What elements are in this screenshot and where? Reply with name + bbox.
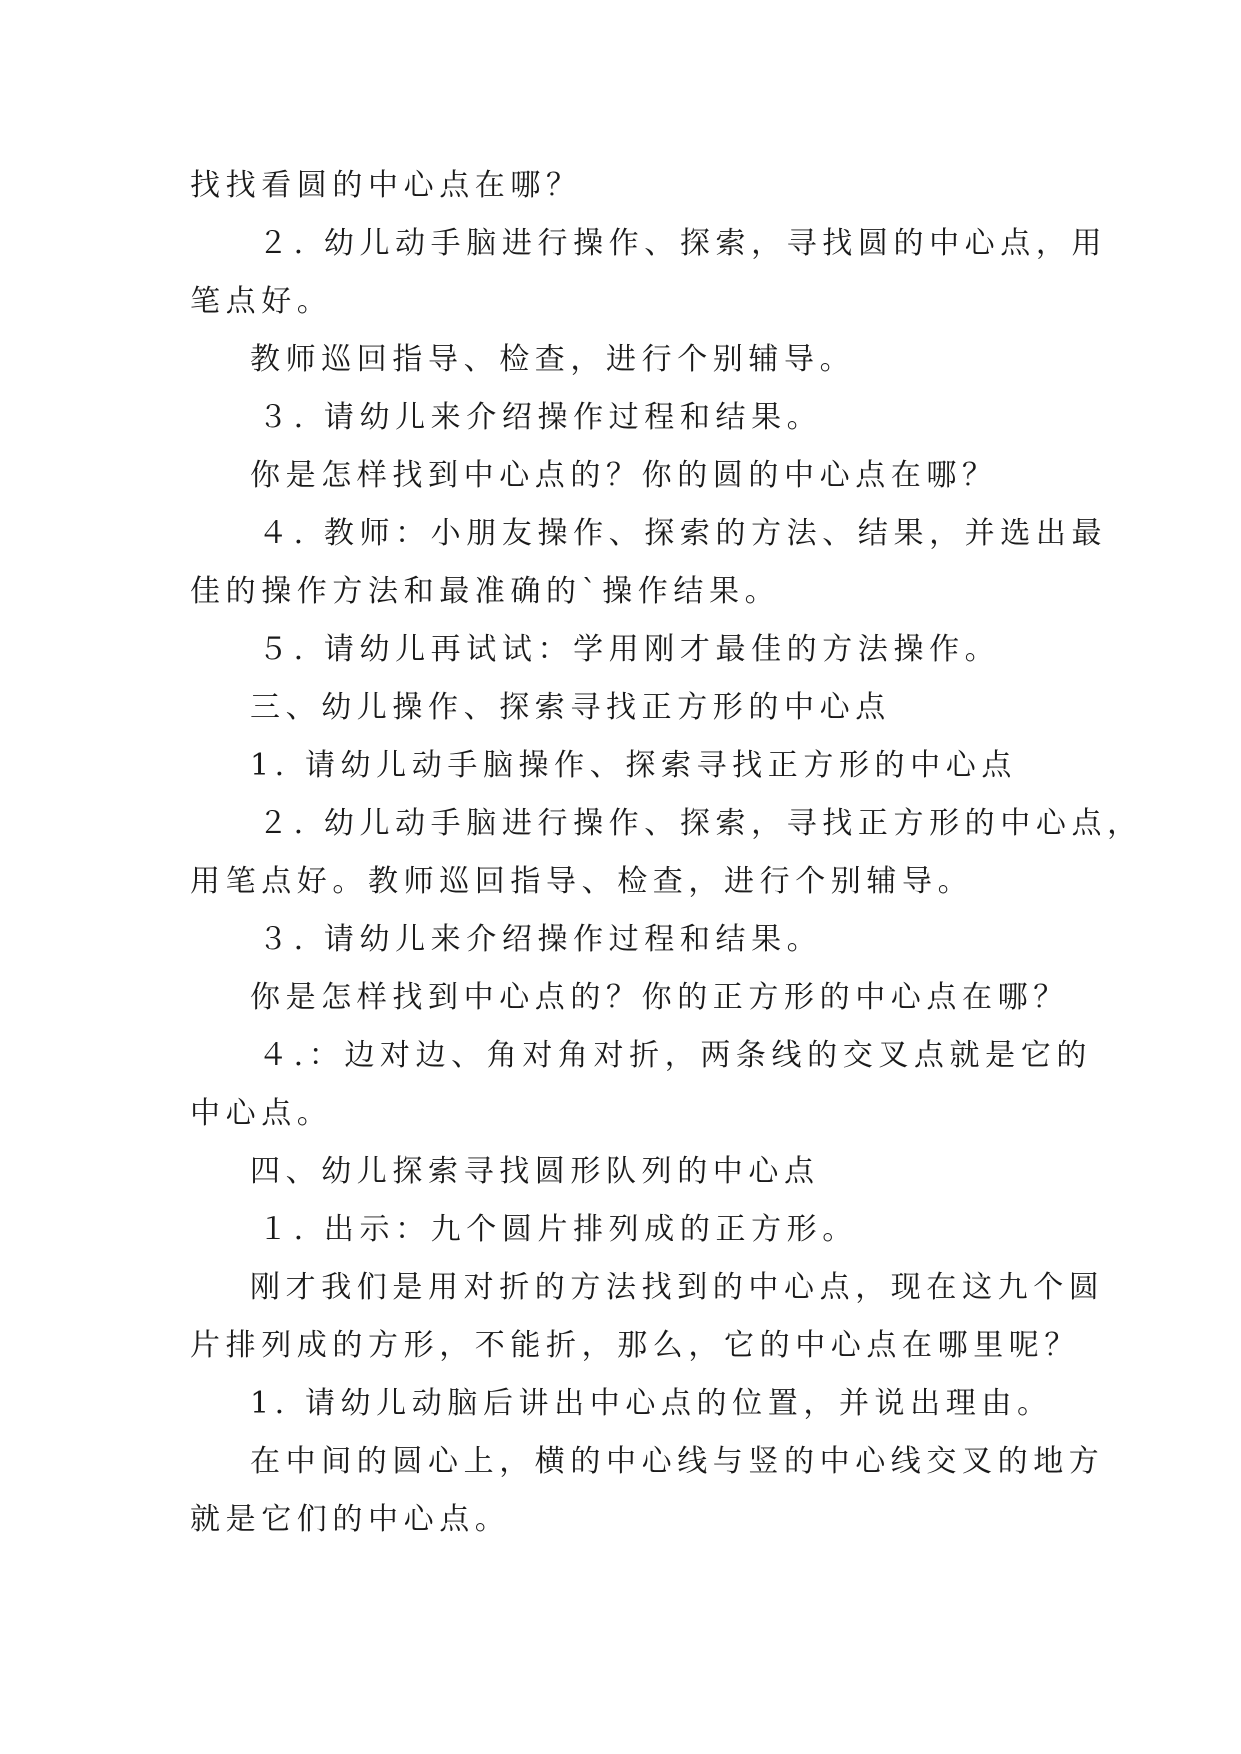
text-line: 教师巡回指导、检查，进行个别辅导。 [250, 342, 856, 377]
text-line: ４.：边对边、角对角对折，两条线的交叉点就是它的 [258, 1038, 1092, 1073]
text-line: 你是怎样找到中心点的？你的正方形的中心点在哪？ [250, 980, 1069, 1015]
text-line: ４. 教师：小朋友操作、探索的方法、结果，并选出最 [258, 516, 1108, 551]
text-line: ５. 请幼儿再试试：学用刚才最佳的方法操作。 [258, 632, 1001, 667]
text-line: 就是它们的中心点。 [190, 1502, 511, 1537]
text-line: ２. 幼儿动手脑进行操作、探索，寻找圆的中心点，用 [258, 226, 1108, 261]
text-line: ２. 幼儿动手脑进行操作、探索，寻找正方形的中心点， [258, 806, 1143, 841]
text-line: 用笔点好。教师巡回指导、检查，进行个别辅导。 [190, 864, 974, 899]
text-line: 笔点好。 [190, 284, 333, 319]
text-line: ３. 请幼儿来介绍操作过程和结果。 [258, 922, 823, 957]
text-line: 1. 请幼儿动脑后讲出中心点的位置，并说出理由。 [250, 1386, 1053, 1421]
text-line: 中心点。 [190, 1096, 333, 1131]
text-line: 佳的操作方法和最准确的`操作结果。 [190, 574, 781, 609]
text-line: 找找看圆的中心点在哪？ [190, 168, 582, 203]
text-line: 1. 请幼儿动手脑操作、探索寻找正方形的中心点 [250, 748, 1017, 783]
text-line: 在中间的圆心上，横的中心线与竖的中心线交叉的地方 [250, 1444, 1105, 1479]
text-line: １. 出示：九个圆片排列成的正方形。 [258, 1212, 858, 1247]
section-heading: 三、幼儿操作、探索寻找正方形的中心点 [250, 690, 891, 725]
text-line: 刚才我们是用对折的方法找到的中心点，现在这九个圆 [250, 1270, 1105, 1305]
text-line: 片排列成的方形，不能折，那么，它的中心点在哪里呢？ [190, 1328, 1080, 1363]
text-line: 你是怎样找到中心点的？你的圆的中心点在哪？ [250, 458, 998, 493]
text-line: ３. 请幼儿来介绍操作过程和结果。 [258, 400, 823, 435]
section-heading: 四、幼儿探索寻找圆形队列的中心点 [250, 1154, 820, 1189]
